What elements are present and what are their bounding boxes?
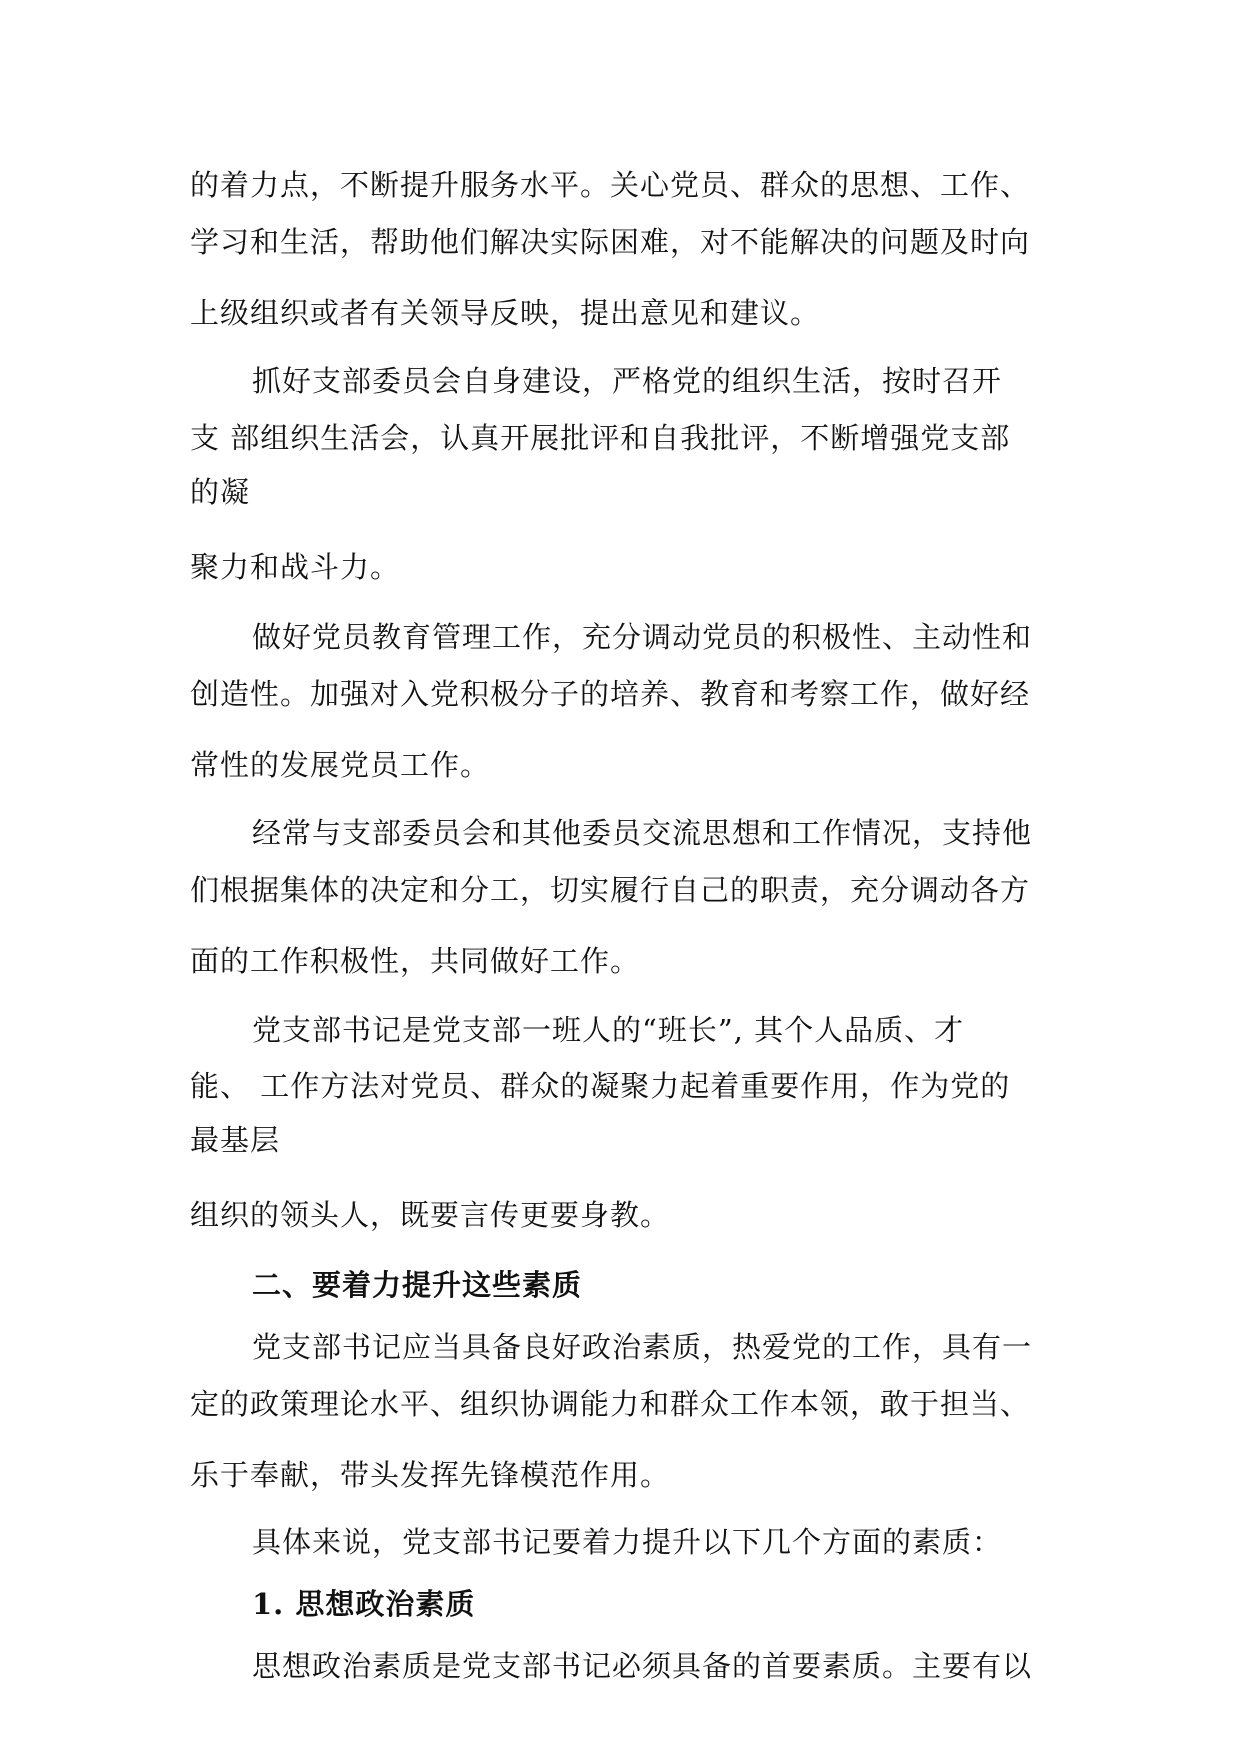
- text-line: 创造性。加强对入党积极分子的培养、教育和考察工作，做好经: [190, 677, 1031, 711]
- text-line: 最基层: [190, 1123, 281, 1157]
- section-heading: 二、要着力提升这些素质: [252, 1268, 583, 1302]
- text-line: 做好党员教育管理工作，充分调动党员的积极性、主动性和: [252, 620, 1033, 654]
- subsection-heading: 1. 思想政治素质: [252, 1587, 476, 1621]
- text-line: 常性的发展党员工作。: [190, 748, 491, 782]
- text-line: 的着力点，不断提升服务水平。关心党员、群众的思想、工作、: [190, 168, 1031, 202]
- text-line: 经常与支部委员会和其他委员交流思想和工作情况，支持他: [252, 816, 1033, 850]
- text-line: 抓好支部委员会自身建设，严格党的组织生活，按时召开: [252, 364, 1003, 398]
- text-line: 面的工作积极性，共同做好工作。: [190, 944, 641, 978]
- text-line: 支 部组织生活会，认真开展批评和自我批评，不断增强党支部: [190, 421, 1011, 455]
- text-line: 的凝: [190, 475, 251, 509]
- text-line: 乐于奉献，带头发挥先锋模范作用。: [190, 1458, 671, 1492]
- text-line: 上级组织或者有关领导反映，提出意见和建议。: [190, 296, 821, 330]
- text-line: 党支部书记是党支部一班人的“班长”, 其个人品质、才: [252, 1013, 965, 1047]
- text-line: 学习和生活，帮助他们解决实际困难，对不能解决的问题及时向: [190, 225, 1031, 259]
- text-line: 们根据集体的决定和分工，切实履行自己的职责，充分调动各方: [190, 873, 1031, 907]
- text-line: 具体来说，党支部书记要着力提升以下几个方面的素质：: [252, 1525, 1003, 1559]
- text-line: 党支部书记应当具备良好政治素质，热爱党的工作，具有一: [252, 1330, 1033, 1364]
- text-line: 定的政策理论水平、组织协调能力和群众工作本领，敢于担当、: [190, 1387, 1031, 1421]
- text-line: 组织的领头人，既要言传更要身教。: [190, 1198, 671, 1232]
- text-line: 思想政治素质是党支部书记必须具备的首要素质。主要有以: [252, 1649, 1033, 1683]
- text-line: 聚力和战斗力。: [190, 550, 401, 584]
- text-line: 能、 工作方法对党员、群众的凝聚力起着重要作用，作为党的: [190, 1069, 1011, 1103]
